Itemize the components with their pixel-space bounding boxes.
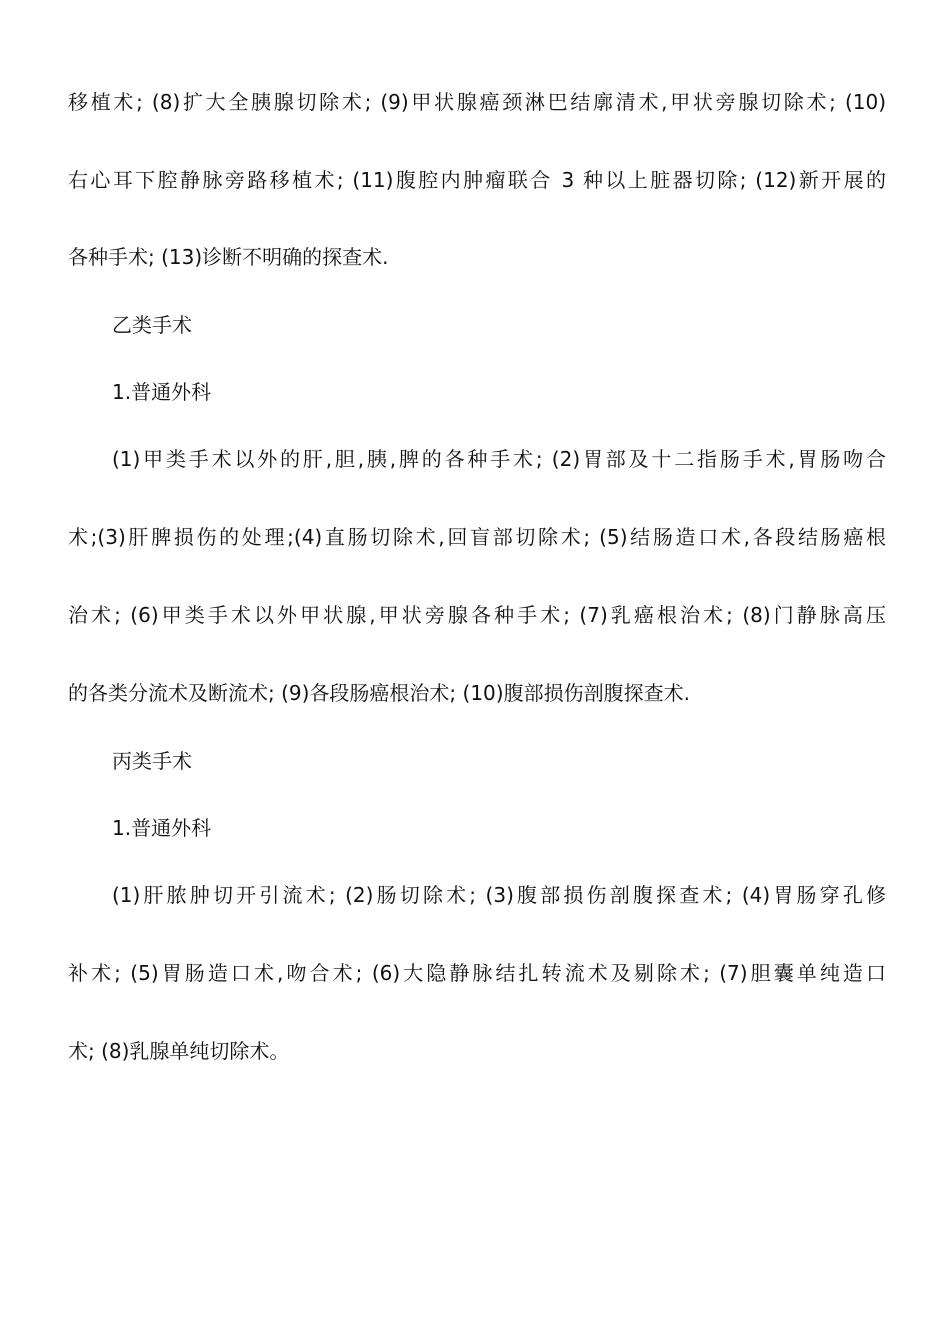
paragraph-line: 治术; (6)甲类手术以外甲状腺,甲状旁腺各种手术; (7)乳癌根治术; (8)门静脉高压 (68, 603, 886, 627)
paragraph-line: (1)甲类手术以外的肝,胆,胰,脾的各种手术; (2)胃部及十二指肠手术,胃肠吻合 (112, 447, 886, 471)
paragraph-line: 的各类分流术及断流术; (9)各段肠癌根治术; (10)腹部损伤剖腹探查术. (68, 681, 690, 705)
paragraph-line: 各种手术; (13)诊断不明确的探查术. (68, 245, 389, 269)
section-subheading-b: 1.普通外科 (112, 380, 212, 404)
paragraph-line: 补术; (5)胃肠造口术,吻合术; (6)大隐静脉结扎转流术及剔除术; (7)胆囊单纯造口 (68, 961, 886, 985)
paragraph-line: 移植术; (8)扩大全胰腺切除术; (9)甲状腺癌颈淋巴结廓清术,甲状旁腺切除术; (10) (68, 90, 886, 114)
paragraph-line: 右心耳下腔静脉旁路移植术; (11)腹腔内肿瘤联合 3 种以上脏器切除; (12)新开展的 (68, 168, 886, 192)
paragraph-line: 术; (8)乳腺单纯切除术。 (68, 1039, 290, 1063)
paragraph-line: (1)肝脓肿切开引流术; (2)肠切除术; (3)腹部损伤剖腹探查术; (4)胃肠穿孔修 (112, 883, 886, 907)
section-heading-b: 乙类手术 (112, 313, 192, 337)
section-heading-c: 丙类手术 (112, 749, 192, 773)
paragraph-line: 术;(3)肝脾损伤的处理;(4)直肠切除术,回盲部切除术; (5)结肠造口术,各段结肠癌根 (68, 525, 886, 549)
section-subheading-c: 1.普通外科 (112, 816, 212, 840)
